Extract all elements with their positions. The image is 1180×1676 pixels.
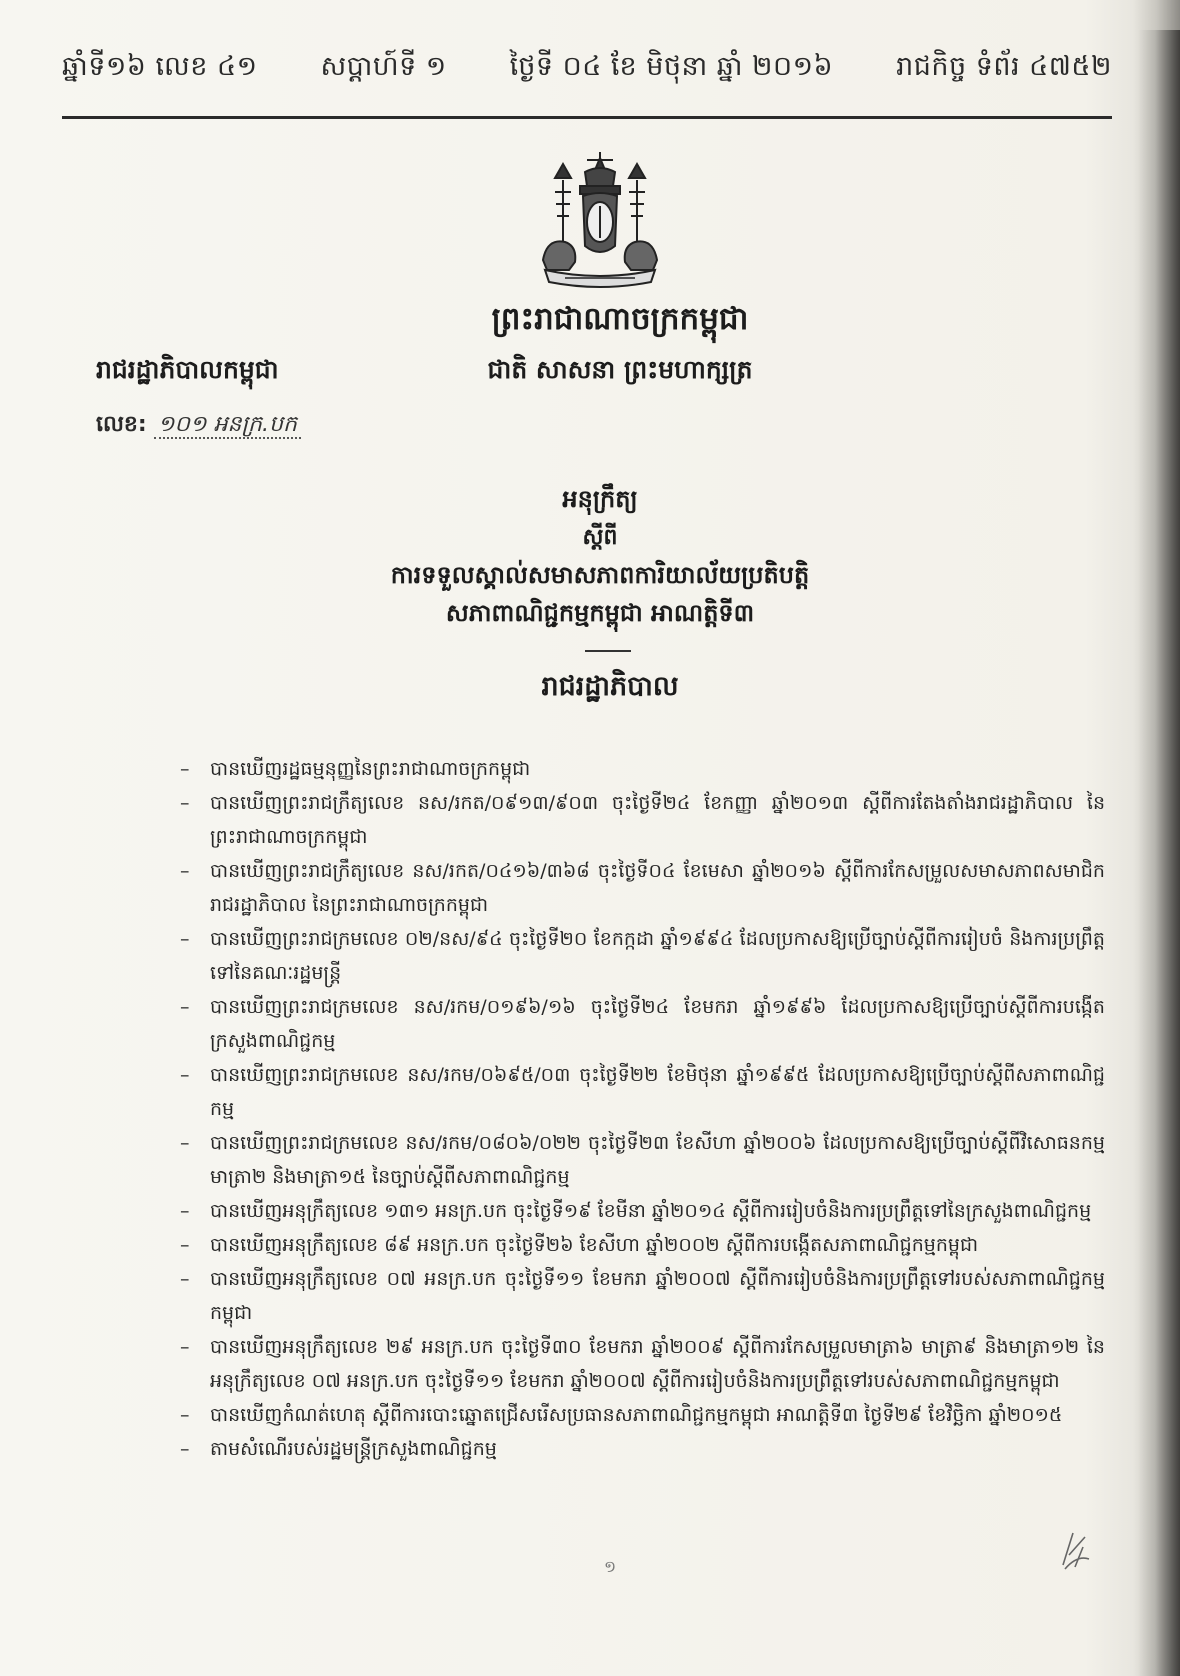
dash-bullet-icon: – — [180, 996, 190, 1018]
clause-text: បានឃើញព្រះរាជក្រឹត្យលេខ នស/រកត/០៩១៣/៩០៣ ចុះថ្ងៃទី២៤ ខែកញ្ញា ឆ្នាំ២០១៣ ស្តីពីការតែងតាំងរាជរដ្ឋាភិបាល នៃព្រះរាជាណាចក្រកម្ពុជា — [210, 792, 1105, 848]
reference-number — [96, 410, 396, 442]
gazette-date: ថ្ងៃទី ០៤ ខែ មិថុនា ឆ្នាំ ២០១៦ — [509, 51, 834, 82]
kingdom-name: ព្រះរាជាណាចក្រកម្ពុជា — [491, 301, 749, 337]
dash-bullet-icon: – — [180, 860, 190, 882]
list-item — [180, 1126, 1105, 1194]
title-type: អនុក្រឹត្យ — [562, 484, 638, 513]
royal-coat-of-arms-icon — [525, 150, 675, 295]
dash-bullet-icon: – — [180, 1064, 190, 1086]
list-item — [180, 786, 1105, 854]
gazette-page-number: រាជកិច្ច ទំព័រ ៤៧៥២ — [896, 51, 1112, 82]
clause-text: បានឃើញអនុក្រឹត្យលេខ ០៧ អនក្រ.បក ចុះថ្ងៃទី១១ ខែមករា ឆ្នាំ២០០៧ ស្តីពីការរៀបចំនិងការប្រព្រឹត្តទៅរបស់សភាពាណិជ្ជកម្មកម្ពុជា — [210, 1268, 1105, 1324]
list-item — [180, 1262, 1105, 1330]
header-divider — [62, 116, 1112, 119]
gazette-year-issue: ឆ្នាំទី១៦ លេខ ៤១ — [62, 51, 258, 82]
list-item — [180, 1330, 1105, 1398]
document-title — [260, 480, 940, 632]
dash-bullet-icon: – — [180, 1200, 190, 1222]
list-item — [180, 1432, 1105, 1466]
national-motto: ជាតិ សាសនា ព្រះមហាក្សត្រ — [487, 355, 753, 384]
dash-bullet-icon: – — [180, 1336, 190, 1358]
title-line-2: សភាពាណិជ្ជកម្មកម្ពុជា អាណត្តិទី៣ — [445, 598, 755, 627]
gazette-week: សប្តាហ៍ទី ១ — [320, 51, 447, 82]
page-number: ១ — [603, 1557, 617, 1576]
clause-text: បានឃើញព្រះរាជក្រមលេខ នស/រកម/០៦៩៥/០៣ ចុះថ្ងៃទី២២ ខែមិថុនា ឆ្នាំ១៩៩៥ ដែលប្រកាសឱ្យប្រើច្បាប់ស្តីពីសភាពាណិជ្ជកម្ម — [210, 1064, 1105, 1120]
title-divider — [585, 650, 631, 652]
dash-bullet-icon: – — [180, 928, 190, 950]
list-item — [180, 854, 1105, 922]
dash-bullet-icon: – — [180, 758, 190, 780]
list-item — [180, 1058, 1105, 1126]
list-item — [180, 1194, 1105, 1228]
title-line-1: ការទទួលស្គាល់សមាសភាពការិយាល័យប្រតិបត្តិ — [390, 560, 810, 589]
reference-label: លេខ: — [96, 412, 147, 437]
list-item — [180, 1228, 1105, 1262]
page-edge-shadow — [1138, 30, 1180, 1676]
dash-bullet-icon: – — [180, 792, 190, 814]
clause-text: បានឃើញរដ្ឋធម្មនុញ្ញនៃព្រះរាជាណាចក្រកម្ពុជា — [210, 758, 531, 780]
government-name: រាជរដ្ឋាភិបាលកម្ពុជា — [96, 355, 279, 384]
clause-text: បានឃើញអនុក្រឹត្យលេខ ១៣១ អនក្រ.បក ចុះថ្ងៃទី១៩ ខែមីនា ឆ្នាំ២០១៤ ស្តីពីការរៀបចំនិងការប្រព្រឹត្តទៅនៃក្រសួងពាណិជ្ជកម្ម — [210, 1200, 1092, 1222]
dash-bullet-icon: – — [180, 1438, 190, 1460]
clause-text: បានឃើញអនុក្រឹត្យលេខ ២៩ អនក្រ.បក ចុះថ្ងៃទី៣០ ខែមករា ឆ្នាំ២០០៩ ស្តីពីការកែសម្រួលមាត្រា៦ មាត្រា៩ និងមាត្រា១២ នៃអនុក្រឹត្យលេខ ០៧ អនក្រ.បក ចុះថ្ងៃទី១១ ខែមករា ឆ្នាំ២០០៧ ស្តីពីការរៀបចំនិងការប្រព្រឹត្តទៅរបស់សភាពាណិជ្ជកម្មកម្ពុជា — [210, 1336, 1105, 1392]
dash-bullet-icon: – — [180, 1234, 190, 1256]
clause-text: បានឃើញព្រះរាជក្រមលេខ នស/រកម/០៨០៦/០២២ ចុះថ្ងៃទី២៣ ខែសីហា ឆ្នាំ២០០៦ ដែលប្រកាសឱ្យប្រើច្បាប់ស្តីពីវិសោធនកម្ម មាត្រា២ និងមាត្រា១៥ នៃច្បាប់ស្តីពីសភាពាណិជ្ជកម្ម — [210, 1132, 1105, 1188]
dash-bullet-icon: – — [180, 1404, 190, 1426]
list-item — [180, 1398, 1105, 1432]
issuing-authority: រាជរដ្ឋាភិបាល — [541, 671, 679, 702]
handwritten-initials-icon — [1055, 1525, 1095, 1575]
clause-text: បានឃើញកំណត់ហេតុ ស្តីពីការបោះឆ្នោតជ្រើសរើសប្រធានសភាពាណិជ្ជកម្មកម្ពុជា អាណត្តិទី៣ ថ្ងៃទី២៩ ខែវិច្ឆិកា ឆ្នាំ២០១៥ — [210, 1404, 1063, 1426]
clause-text: បានឃើញព្រះរាជក្រមលេខ នស/រកម/០១៩៦/១៦ ចុះថ្ងៃទី២៤ ខែមករា ឆ្នាំ១៩៩៦ ដែលប្រកាសឱ្យប្រើច្បាប់ស្តីពីការបង្កើតក្រសួងពាណិជ្ជកម្ម — [210, 996, 1105, 1052]
list-item — [180, 922, 1105, 990]
list-item — [180, 752, 1105, 786]
clause-text: តាមសំណើរបស់រដ្ឋមន្ត្រីក្រសួងពាណិជ្ជកម្ម — [210, 1438, 497, 1460]
clause-text: បានឃើញអនុក្រឹត្យលេខ ៨៩ អនក្រ.បក ចុះថ្ងៃទី២៦ ខែសីហា ឆ្នាំ២០០២ ស្តីពីការបង្កើតសភាពាណិជ្ជកម្មកម្ពុជា — [210, 1234, 979, 1256]
title-about: ស្តីពី — [582, 524, 618, 550]
clause-text: បានឃើញព្រះរាជក្រឹត្យលេខ នស/រកត/០៤១៦/៣៦៨ ចុះថ្ងៃទី០៤ ខែមេសា ឆ្នាំ២០១៦ ស្តីពីការកែសម្រួលសមាសភាពសមាជិករាជរដ្ឋាភិបាល នៃព្រះរាជាណាចក្រកម្ពុជា — [210, 860, 1105, 916]
gazette-header — [62, 50, 1112, 89]
reference-value: ១០១ អនក្រ.បក — [154, 412, 301, 439]
clause-text: បានឃើញព្រះរាជក្រមលេខ ០២/នស/៩៤ ចុះថ្ងៃទី២០ ខែកក្កដា ឆ្នាំ១៩៩៤ ដែលប្រកាសឱ្យប្រើច្បាប់ស្តីពីការរៀបចំ និងការប្រព្រឹត្តទៅនៃគណៈរដ្ឋមន្ត្រី — [210, 928, 1105, 984]
dash-bullet-icon: – — [180, 1132, 190, 1154]
preamble-clauses — [180, 752, 1105, 1466]
list-item — [180, 990, 1105, 1058]
dash-bullet-icon: – — [180, 1268, 190, 1290]
